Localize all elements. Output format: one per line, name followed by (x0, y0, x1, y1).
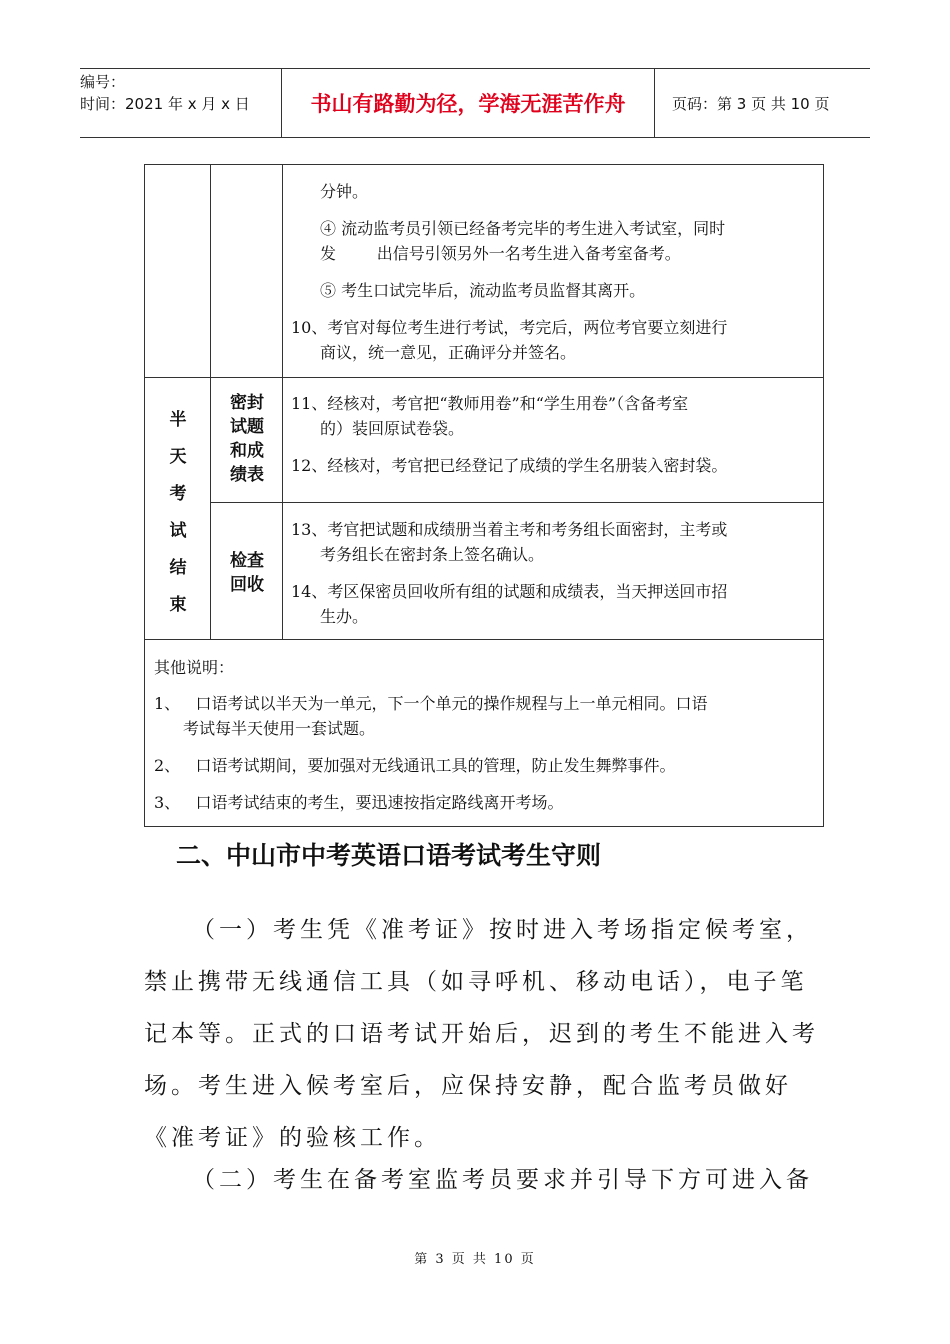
stage-char: 考 (169, 484, 187, 504)
time-label: 时间：2021 年 x 月 x 日 (80, 95, 250, 113)
note-line: 3、 口语考试结束的考生，要迅速按指定路线离开考场。 (154, 793, 564, 812)
row1-line: ⑤ 考生口试完毕后，流动监考员监督其离开。 (320, 281, 646, 300)
note-line: 考试每半天使用一套试题。 (183, 719, 376, 738)
stage-char: 结 (169, 558, 187, 578)
row3-line: 生办。 (320, 607, 369, 626)
paragraph-line: 《准考证》的验核工作。 (144, 1125, 441, 1151)
note-line: 1、 口语考试以半天为一单元，下一个单元的操作规程与上一单元相同。口语 (154, 694, 708, 713)
seal-label (211, 391, 283, 487)
paragraph-line: （二）考生在备考室监考员要求并引导下方可进入备 (192, 1167, 813, 1193)
procedure-table (144, 164, 824, 827)
row3-line: 13、考官把试题和成绩册当着主考和考务组长面密封，主考或 (291, 520, 728, 539)
row1-line: 商议，统一意见，正确评分并签名。 (320, 343, 577, 362)
number-label: 编号： (80, 73, 126, 91)
stage-char: 束 (169, 595, 187, 615)
header-meta (80, 69, 280, 139)
row3-line: 考务组长在密封条上签名确认。 (320, 545, 545, 564)
row3-line: 14、考区保密员回收所有组的试题和成绩表，当天押送回市招 (291, 582, 728, 601)
header-page-code (664, 69, 870, 137)
paragraph-1 (144, 904, 819, 1164)
row-divider-3 (145, 639, 823, 640)
notes-title: 其他说明： (154, 658, 235, 677)
note-line: 2、 口语考试期间，要加强对无线通讯工具的管理，防止发生舞弊事件。 (154, 756, 676, 775)
stage-char: 试 (169, 521, 187, 541)
row2-line: 的）装回原试卷袋。 (320, 419, 465, 438)
check-label-line: 回收 (230, 575, 264, 595)
page-code-text: 页码：第 3 页 共 10 页 (672, 94, 830, 113)
seal-label-line: 绩表 (230, 465, 264, 485)
row-divider-1 (145, 377, 823, 378)
header-motto: 书山有路勤为径，学海无涯苦作舟 (281, 69, 655, 137)
paragraph-line: 禁止携带无线通信工具（如寻呼机、移动电话），电子笔 (144, 969, 808, 995)
paragraph-line: （一）考生凭《准考证》按时进入考场指定候考室， (192, 917, 813, 943)
row1-line: 发 出信号引领另外一名考生进入备考室备考。 (320, 244, 681, 263)
check-label-line: 检查 (230, 551, 264, 571)
row1-line: ④ 流动监考员引领已经备考完毕的考生进入考试室，同时 (320, 219, 726, 238)
page-footer: 第 3 页 共 10 页 (414, 1252, 536, 1267)
seal-label-line: 试题 (230, 417, 264, 437)
seal-label-line: 密封 (230, 393, 264, 413)
row1-line: 分钟。 (320, 182, 369, 201)
paragraph-2 (144, 1154, 814, 1206)
stage-char: 天 (169, 447, 187, 467)
row1-line: 10、考官对每位考生进行考试，考完后，两位考官要立刻进行 (291, 318, 728, 337)
section-title: 二、中山市中考英语口语考试考生守则 (176, 841, 602, 870)
paragraph-line: 场。考生进入候考室后，应保持安静，配合监考员做好 (144, 1073, 792, 1099)
paragraph-line: 记本等。正式的口语考试开始后，迟到的考生不能进入考 (144, 1021, 819, 1047)
row2-line: 12、经核对，考官把已经登记了成绩的学生名册装入密封袋。 (291, 456, 728, 475)
page-header (80, 68, 870, 138)
check-label (211, 549, 283, 597)
stage-char: 半 (169, 410, 187, 430)
seal-label-line: 和成 (230, 441, 264, 461)
row-divider-2 (210, 502, 823, 503)
row2-line: 11、经核对，考官把“教师用卷”和“学生用卷”（含备考室 (291, 394, 689, 413)
